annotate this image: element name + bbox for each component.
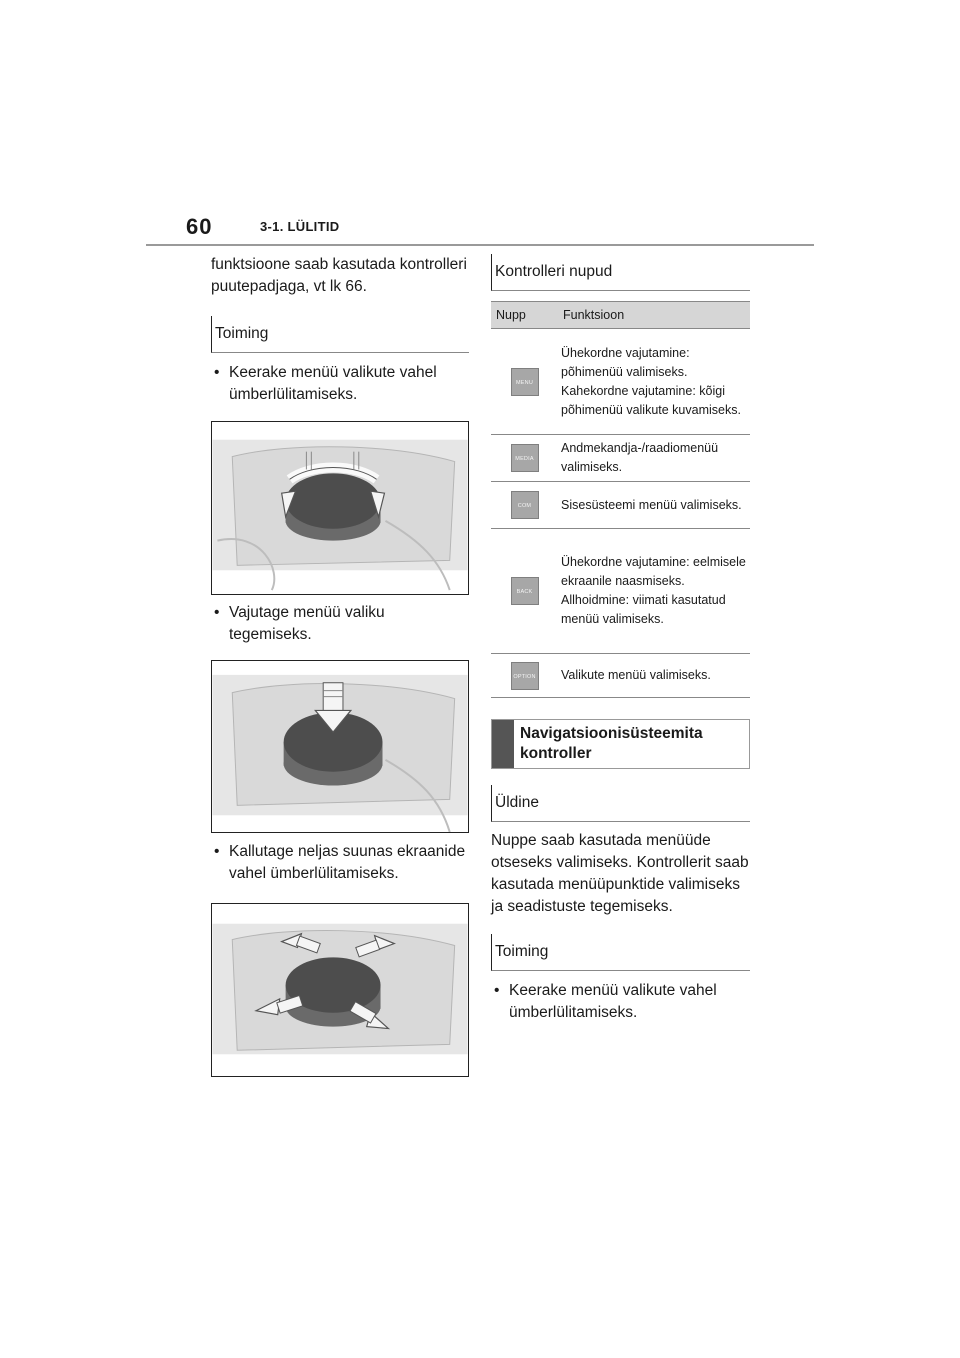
subhead-controller-buttons: Kontrolleri nupud bbox=[491, 254, 750, 291]
heading-bar bbox=[492, 720, 514, 768]
function-cell: Sisesüsteemi menüü valimiseks. bbox=[558, 482, 750, 529]
function-cell: Valikute menüü valimiseks. bbox=[558, 654, 750, 698]
subhead-general: Üldine bbox=[491, 785, 750, 822]
tilt-controller-illustration bbox=[212, 904, 468, 1076]
table-header-row bbox=[491, 302, 750, 329]
figure-rotate-controller bbox=[211, 421, 469, 595]
media-button-icon: MEDIA bbox=[511, 444, 539, 472]
option-button-icon: OPTION bbox=[511, 662, 539, 690]
subhead-action-right: Toiming bbox=[491, 934, 750, 971]
left-column bbox=[211, 254, 469, 1077]
back-button-icon: BACK bbox=[511, 577, 539, 605]
press-controller-illustration bbox=[212, 661, 468, 832]
page-number: 60 bbox=[186, 214, 213, 239]
right-column bbox=[491, 254, 750, 1024]
section-title: 3-1. LÜLITID bbox=[260, 219, 340, 234]
bullet-press: • Vajutage menüü valiku tegemiseks. bbox=[211, 602, 469, 646]
function-cell: Ühekordne vajutamine: põhimenüü valimiseks. Kahekordne vajutamine: kõigi põhimenüü valikute kuvamiseks. bbox=[558, 329, 750, 435]
heading-controller-without-navigation bbox=[491, 719, 750, 769]
figure-tilt-controller bbox=[211, 903, 469, 1077]
header-rule bbox=[146, 244, 814, 246]
rotate-controller-illustration bbox=[212, 422, 468, 594]
table-row bbox=[491, 529, 750, 654]
com-button-icon: COM bbox=[511, 491, 539, 519]
knob-top bbox=[286, 473, 381, 528]
bullet-tilt: • Kallutage neljas suunas ekraanide vahel ümberlülitamiseks. bbox=[211, 841, 469, 885]
column-header-button: Nupp bbox=[491, 302, 558, 329]
column-header-function: Funktsioon bbox=[558, 302, 750, 329]
bullet-rotate-right: • Keerake menüü valikute vahel ümberlülitamiseks. bbox=[491, 980, 750, 1024]
table-row bbox=[491, 435, 750, 482]
figure-press-controller bbox=[211, 660, 469, 833]
table-row bbox=[491, 654, 750, 698]
function-cell: Ühekordne vajutamine: eelmisele ekraanile naasmiseks. Allhoidmine: viimati kasutatud menüü valimiseks. bbox=[558, 529, 750, 654]
intro-paragraph: funktsioone saab kasutada kontrolleri puutepadjaga, vt lk 66. bbox=[211, 256, 467, 295]
heading-text: Navigatsioonisüsteemita kontroller bbox=[520, 725, 703, 762]
table-row bbox=[491, 482, 750, 529]
bullet-rotate: • Keerake menüü valikute vahel ümberlülitamiseks. bbox=[211, 362, 469, 406]
table-row bbox=[491, 329, 750, 435]
menu-button-icon: MENU bbox=[511, 368, 539, 396]
function-cell: Andmekandja-/raadiomenüü valimiseks. bbox=[558, 435, 750, 482]
controller-buttons-table bbox=[491, 301, 750, 698]
subhead-action: Toiming bbox=[211, 316, 469, 353]
general-paragraph: Nuppe saab kasutada menüüde otseseks valimiseks. Kontrollerit saab kasutada menüüpunktide valimiseks ja seadistuste tegemiseks. bbox=[491, 832, 749, 915]
